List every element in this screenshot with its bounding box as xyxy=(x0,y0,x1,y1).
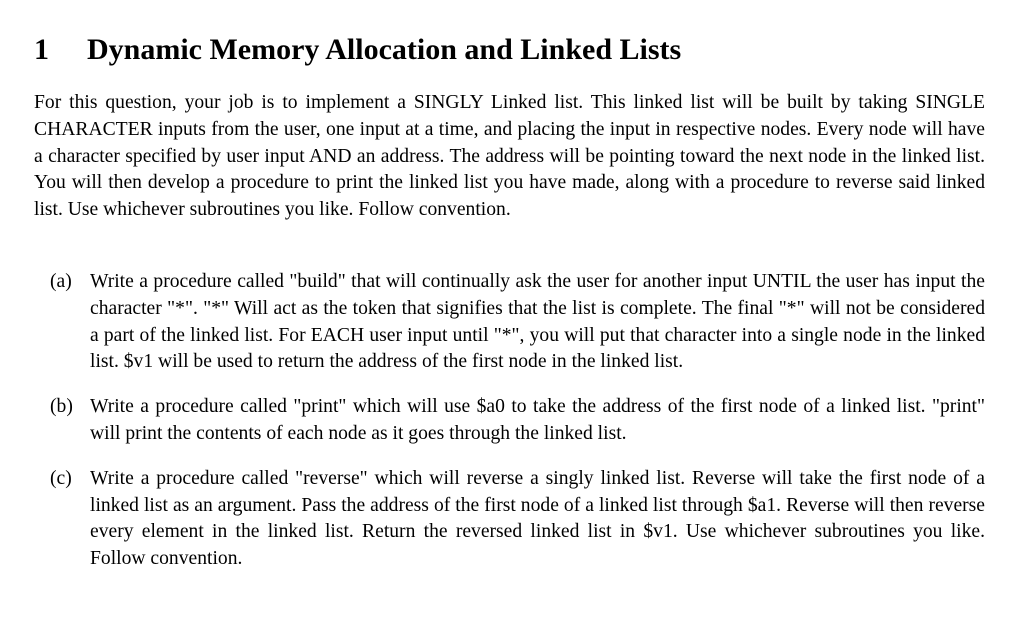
question-item-c xyxy=(34,466,985,573)
question-list xyxy=(34,269,985,591)
section-title: Dynamic Memory Allocation and Linked Lists xyxy=(87,33,682,66)
item-label: (a) xyxy=(50,271,72,292)
question-item-a xyxy=(34,269,985,376)
item-text: Write a procedure called "build" that will continually ask the user for another input UNTIL the user has input the character "*". "*" Will act as the token that signifies that the list is complete. The final "*" will not be considered a part of the linked list. For EACH user input until "*", you will put that character into a single node in the linked list. $v1 will be used to return the address of the first node in the linked list. xyxy=(90,271,985,373)
item-text: Write a procedure called "reverse" which will reverse a singly linked list. Reverse will take the first node of a linked list as an argument. Pass the address of the first node of a linked list through $a1. Reverse will then reverse every element in the linked list. Return the reversed linked list in $v1. Use whichever subroutines you like. Follow convention. xyxy=(90,467,985,570)
intro-paragraph: For this question, your job is to implement a SINGLY Linked list. This linked list will be built by taking SINGLE CHARACTER inputs from the user, one input at a time, and placing the input in respective nodes. Every node will have a character specified by user input AND an address. The address will be pointing toward the next node in the linked list. You will then develop a procedure to print the linked list you have made, along with a procedure to reverse said linked list. Use whichever subroutines you like. Follow convention. xyxy=(34,92,985,221)
item-label: (c) xyxy=(50,467,72,489)
item-label: (b) xyxy=(50,396,73,418)
question-item-b xyxy=(34,394,985,448)
item-text: Write a procedure called "print" which will use $a0 to take the address of the first node of a linked list. "print" will print the contents of each node as it goes through the linked list. xyxy=(90,396,985,444)
section-heading xyxy=(34,30,681,70)
section-number: 1 xyxy=(34,33,49,66)
